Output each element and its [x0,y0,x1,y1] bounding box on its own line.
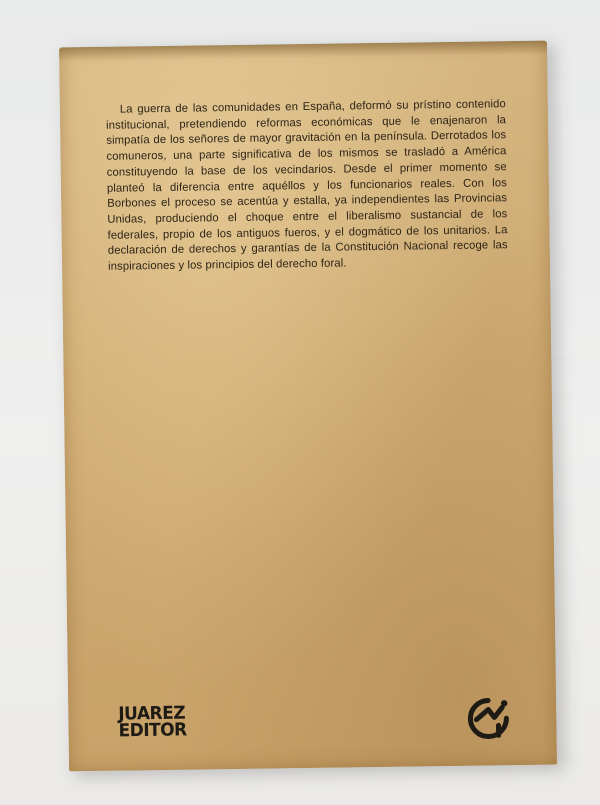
publisher-name-line-1: JUAREZ [118,702,186,725]
book-back-cover [59,41,557,772]
cover-blurb-text: La guerra de las comunidades en España, deformó su prístino contenido institucional, pretendiendo reformas económicas que le enajenaron la simpatía de los señores de mayor gravitación en la península. Derrotados los comuneros, una parte significativa de los mismos se trasladó a América constituyendo la base de los vecindarios. Desde el primer momento se planteó la diferencia entre aquéllos y los funcionarios reales. Con los Borbones el proceso se acentúa y estalla, ya independientes las Provincias Unidas, produciendo el choque entre el liberalismo sustancial de los federales, propio de los antiguos fueros, y el dogmático de los unitarios. La declaración de derechos y garantías de la Constitución Nacional recoge las inspiraciones y los principios del derecho foral. [105,98,508,273]
publisher-name-line-2: EDITOR [118,719,187,742]
publisher-logo-text [118,702,187,742]
publisher-emblem-icon [464,695,513,740]
